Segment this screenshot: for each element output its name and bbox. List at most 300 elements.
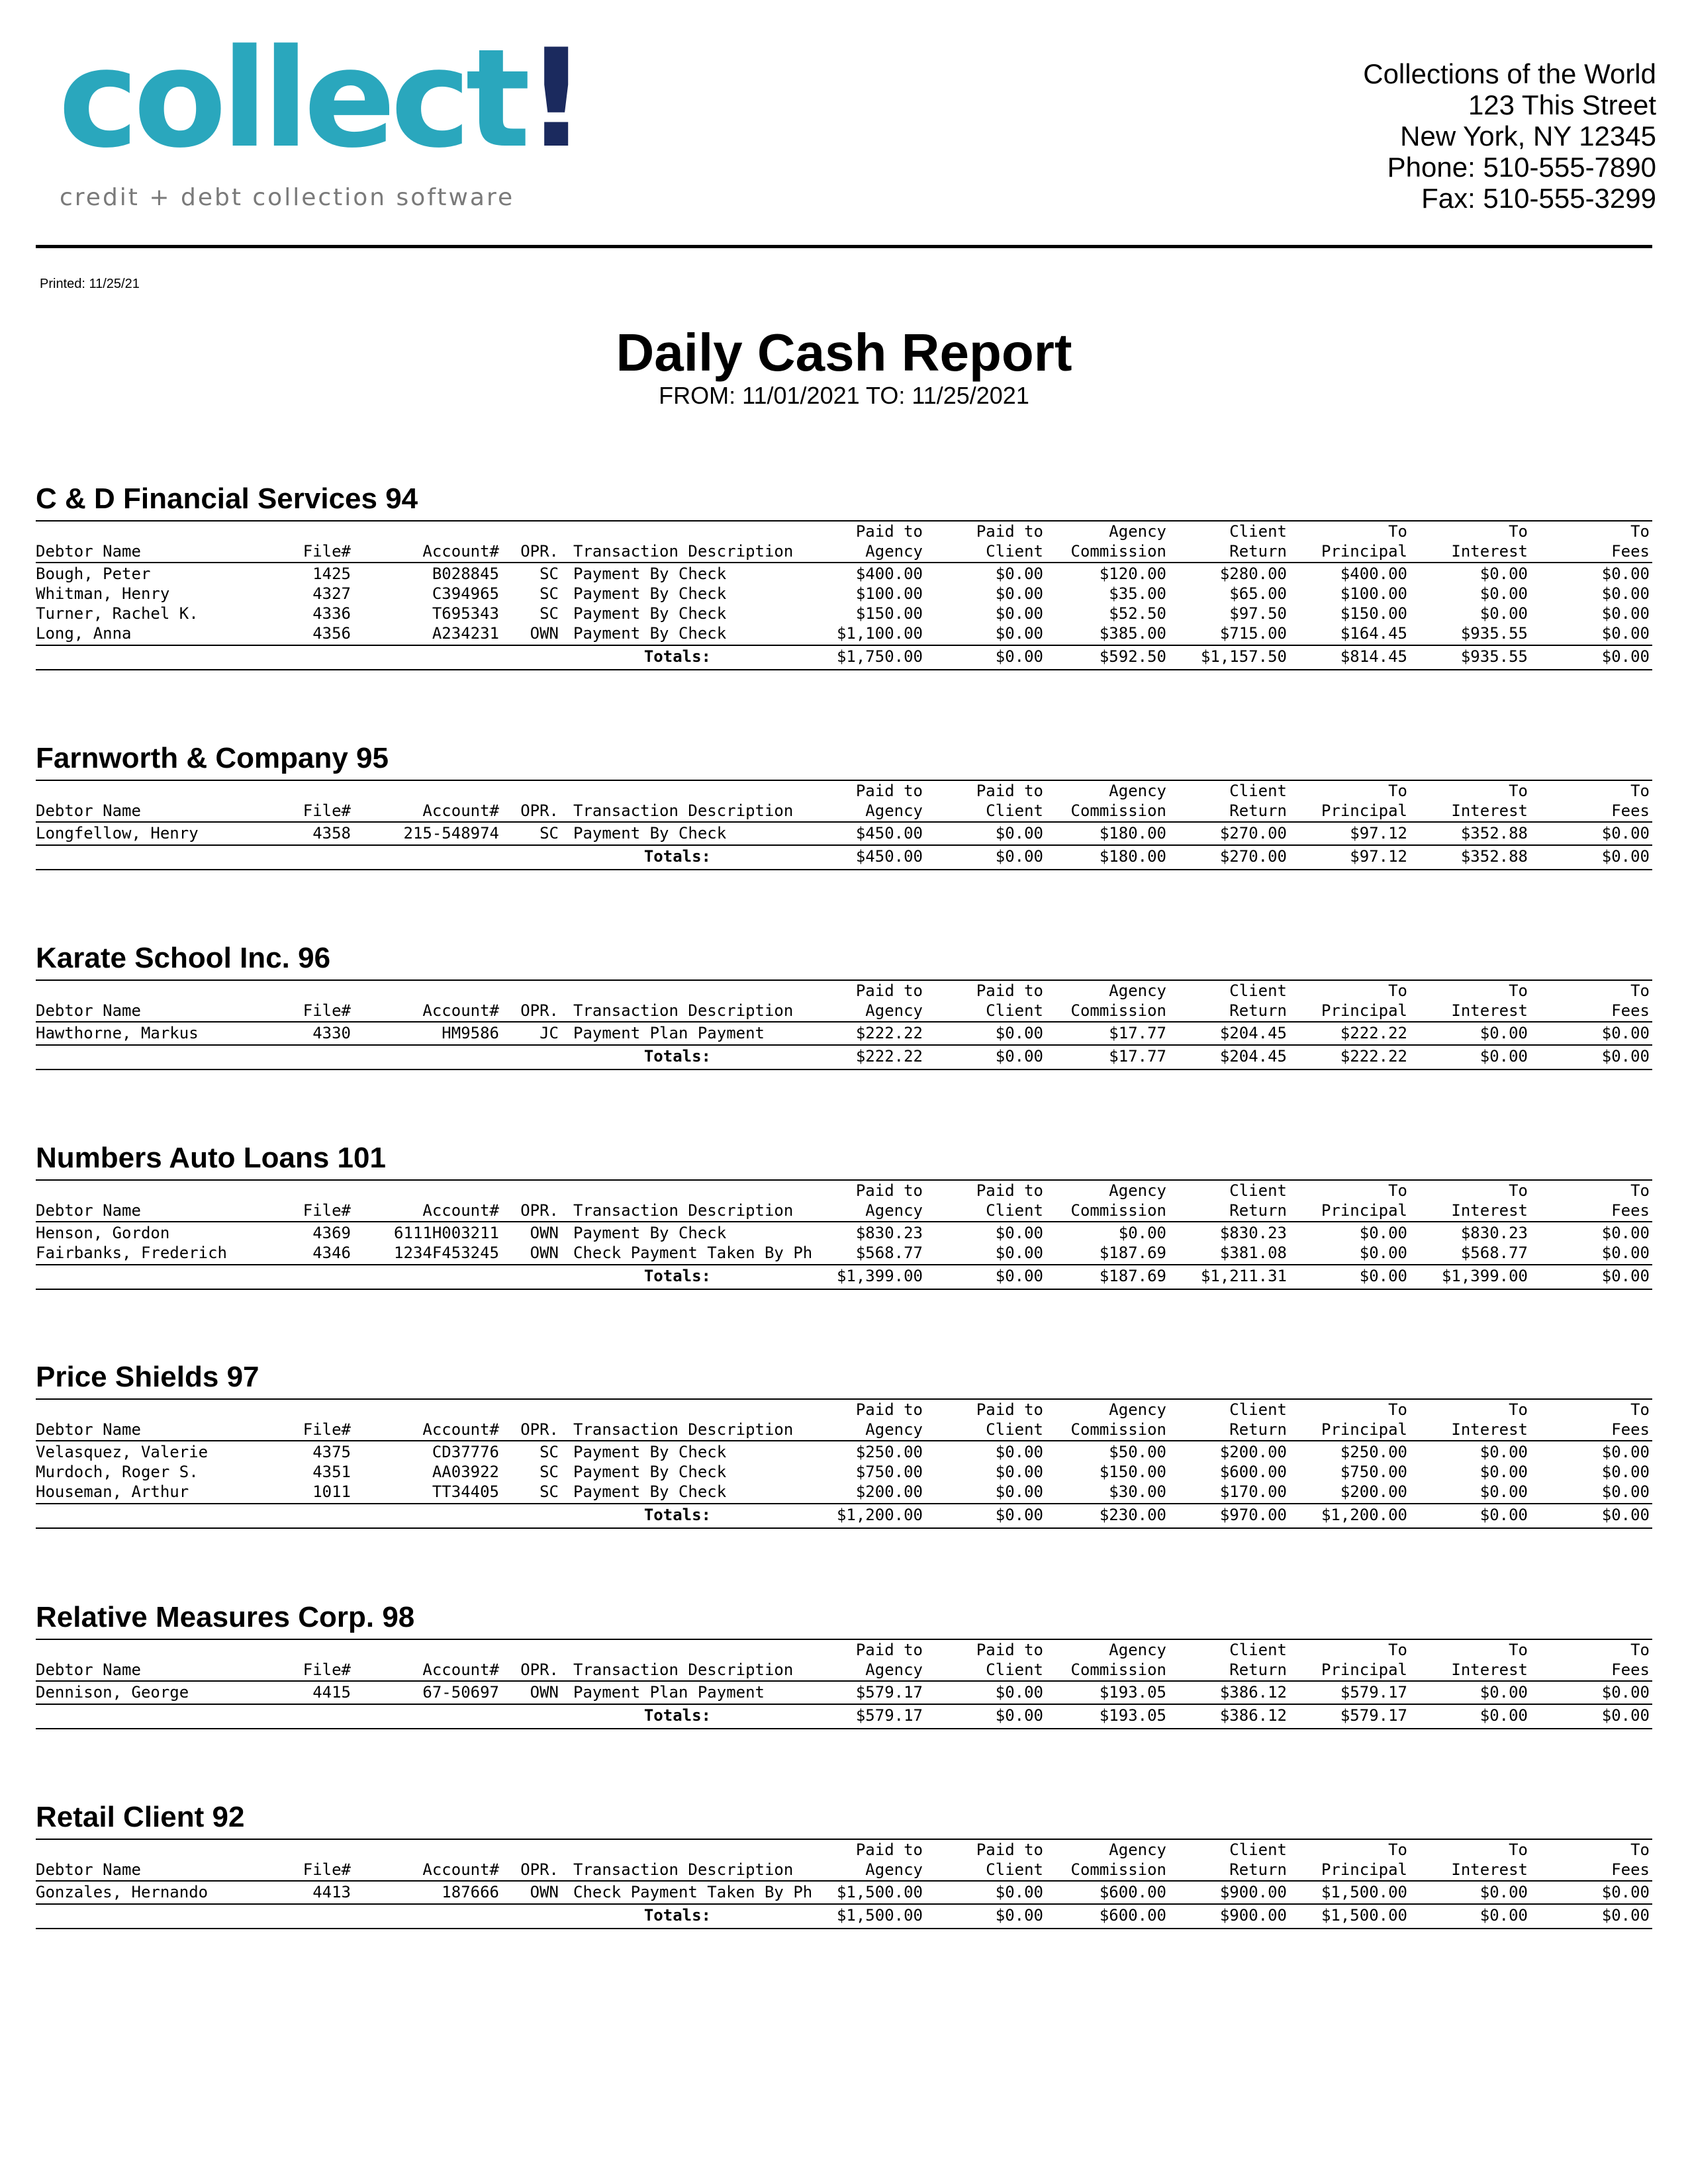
client-name: C & D Financial Services 94: [36, 482, 418, 515]
table-cell: Turner, Rachel K.: [36, 604, 199, 623]
table-cell: 4415: [312, 1683, 351, 1702]
column-header: Client: [986, 1420, 1043, 1439]
totals-cell: $0.00: [1601, 1047, 1650, 1066]
column-header: OPR.: [520, 1420, 559, 1439]
table-cell: A234231: [432, 624, 499, 643]
client-name: Relative Measures Corp. 98: [36, 1601, 415, 1633]
table-cell: $200.00: [855, 1482, 923, 1501]
column-header: To: [1630, 782, 1650, 800]
column-header: To: [1509, 1181, 1528, 1200]
totals-rule: [36, 645, 1652, 646]
table-cell: $0.00: [1479, 1024, 1528, 1042]
table-cell: SC: [539, 565, 559, 583]
totals-rule: [36, 1903, 1652, 1905]
column-header: Paid to: [976, 522, 1043, 541]
totals-cell: $97.12: [1350, 847, 1407, 866]
column-header: Fees: [1611, 1420, 1650, 1439]
totals-cell: $1,200.00: [836, 1506, 923, 1524]
table-cell: $0.00: [1601, 624, 1650, 643]
totals-cell: $222.22: [855, 1047, 923, 1066]
column-header: Paid to: [976, 1641, 1043, 1659]
header-rule: [36, 1440, 1652, 1441]
client-name: Price Shields 97: [36, 1361, 259, 1393]
table-cell: $400.00: [855, 565, 923, 583]
column-header: Client: [986, 801, 1043, 820]
column-header: Fees: [1611, 1860, 1650, 1879]
totals-cell: $935.55: [1460, 647, 1528, 666]
column-header: File#: [303, 1201, 351, 1220]
totals-cell: $592.50: [1099, 647, 1166, 666]
table-cell: 4375: [312, 1443, 351, 1461]
column-header: File#: [303, 801, 351, 820]
totals-cell: $270.00: [1219, 847, 1287, 866]
table-cell: HM9586: [442, 1024, 499, 1042]
client-name: Retail Client 92: [36, 1801, 245, 1833]
section-bottom-rule: [36, 1069, 1652, 1070]
table-cell: $0.00: [995, 1482, 1043, 1501]
header-rule: [36, 821, 1652, 823]
totals-cell: $230.00: [1099, 1506, 1166, 1524]
table-cell: $200.00: [1340, 1482, 1407, 1501]
column-header: To: [1630, 522, 1650, 541]
column-header: To: [1630, 1841, 1650, 1859]
column-header: Principal: [1321, 1001, 1407, 1020]
table-cell: $568.77: [855, 1244, 923, 1262]
column-header: Commission: [1070, 801, 1166, 820]
company-name: Collections of the World: [1363, 58, 1656, 89]
table-cell: $97.50: [1229, 604, 1287, 623]
table-cell: $0.00: [1601, 1024, 1650, 1042]
table-cell: $0.00: [1118, 1224, 1166, 1242]
table-cell: SC: [539, 584, 559, 603]
column-header: Client: [986, 1860, 1043, 1879]
table-cell: OWN: [530, 1683, 559, 1702]
table-cell: $0.00: [1601, 1683, 1650, 1702]
totals-cell: $450.00: [855, 847, 923, 866]
column-header: Interest: [1451, 1661, 1528, 1679]
column-header: Account#: [422, 542, 499, 561]
column-header: Debtor Name: [36, 542, 141, 561]
table-cell: OWN: [530, 1883, 559, 1901]
totals-label: Totals:: [643, 1706, 711, 1725]
column-header: To: [1509, 1841, 1528, 1859]
column-header: Paid to: [855, 782, 923, 800]
column-header: To: [1630, 1400, 1650, 1419]
totals-cell: $900.00: [1219, 1906, 1287, 1925]
totals-cell: $386.12: [1219, 1706, 1287, 1725]
table-cell: $50.00: [1109, 1443, 1166, 1461]
table-cell: $0.00: [995, 824, 1043, 842]
table-cell: OWN: [530, 1244, 559, 1262]
table-cell: $204.45: [1219, 1024, 1287, 1042]
column-header: Paid to: [855, 1181, 923, 1200]
column-header: Commission: [1070, 542, 1166, 561]
column-header: Client: [1229, 981, 1287, 1000]
column-header: Paid to: [976, 1841, 1043, 1859]
table-cell: $750.00: [855, 1463, 923, 1481]
column-header: Paid to: [855, 1400, 923, 1419]
totals-cell: $814.45: [1340, 647, 1407, 666]
totals-cell: $1,211.31: [1200, 1267, 1287, 1285]
column-header: Return: [1229, 801, 1287, 820]
table-cell: Fairbanks, Frederich: [36, 1244, 227, 1262]
column-header: Client: [1229, 1181, 1287, 1200]
totals-cell: $0.00: [995, 1906, 1043, 1925]
totals-cell: $1,500.00: [836, 1906, 923, 1925]
table-cell: $120.00: [1099, 565, 1166, 583]
column-header: Transaction Description: [573, 1661, 794, 1679]
column-header: To: [1630, 1641, 1650, 1659]
printed-date: Printed: 11/25/21: [40, 277, 140, 291]
column-header: Agency: [1109, 1641, 1166, 1659]
column-header: Agency: [1109, 981, 1166, 1000]
totals-rule: [36, 1264, 1652, 1265]
column-header: Commission: [1070, 1001, 1166, 1020]
section-bottom-rule: [36, 1527, 1652, 1529]
table-cell: $0.00: [1601, 1224, 1650, 1242]
table-cell: $0.00: [1601, 824, 1650, 842]
table-cell: $385.00: [1099, 624, 1166, 643]
table-cell: SC: [539, 824, 559, 842]
company-fax: Fax: 510-555-3299: [1421, 183, 1656, 214]
table-cell: 4369: [312, 1224, 351, 1242]
table-cell: Gonzales, Hernando: [36, 1883, 209, 1901]
table-cell: OWN: [530, 624, 559, 643]
table-cell: Long, Anna: [36, 624, 132, 643]
column-header: Agency: [865, 542, 923, 561]
column-header: Agency: [865, 1860, 923, 1879]
table-cell: Velasquez, Valerie: [36, 1443, 209, 1461]
table-cell: $0.00: [995, 1443, 1043, 1461]
column-header: Paid to: [855, 981, 923, 1000]
column-header: File#: [303, 1661, 351, 1679]
totals-cell: $0.00: [1479, 1706, 1528, 1725]
totals-cell: $0.00: [995, 1706, 1043, 1725]
table-cell: 4351: [312, 1463, 351, 1481]
column-header: Debtor Name: [36, 1420, 141, 1439]
column-header: Return: [1229, 1860, 1287, 1879]
table-cell: Payment Plan Payment: [573, 1683, 765, 1702]
column-header: Account#: [422, 1201, 499, 1220]
table-cell: Hawthorne, Markus: [36, 1024, 199, 1042]
table-cell: Henson, Gordon: [36, 1224, 170, 1242]
table-cell: SC: [539, 1482, 559, 1501]
table-cell: $381.08: [1219, 1244, 1287, 1262]
column-header: Principal: [1321, 1420, 1407, 1439]
column-header: Agency: [865, 1201, 923, 1220]
column-header: Agency: [865, 1661, 923, 1679]
column-header: Fees: [1611, 542, 1650, 561]
totals-cell: $180.00: [1099, 847, 1166, 866]
report-date-range: FROM: 11/01/2021 TO: 11/25/2021: [659, 382, 1029, 409]
client-name: Farnworth & Company 95: [36, 742, 389, 774]
column-header: Interest: [1451, 542, 1528, 561]
table-cell: Payment By Check: [573, 1463, 727, 1481]
logo-tagline: credit + debt collection software: [60, 184, 515, 211]
table-cell: 4327: [312, 584, 351, 603]
logo-wordmark: collect!: [58, 21, 582, 178]
column-header: Transaction Description: [573, 1420, 794, 1439]
table-cell: $568.77: [1460, 1244, 1528, 1262]
column-header: OPR.: [520, 801, 559, 820]
totals-label: Totals:: [643, 1047, 711, 1066]
totals-cell: $0.00: [995, 1047, 1043, 1066]
table-cell: Payment By Check: [573, 824, 727, 842]
column-header: Interest: [1451, 801, 1528, 820]
table-cell: $280.00: [1219, 565, 1287, 583]
column-header: Agency: [865, 801, 923, 820]
table-cell: $0.00: [1479, 1683, 1528, 1702]
totals-cell: $0.00: [1359, 1267, 1407, 1285]
table-cell: $222.22: [1340, 1024, 1407, 1042]
table-cell: 1234F453245: [394, 1244, 499, 1262]
table-cell: Check Payment Taken By Ph: [573, 1883, 813, 1901]
column-header: Debtor Name: [36, 1860, 141, 1879]
column-header: Debtor Name: [36, 1661, 141, 1679]
totals-cell: $0.00: [1601, 1906, 1650, 1925]
table-cell: Payment By Check: [573, 565, 727, 583]
column-header: Paid to: [855, 1841, 923, 1859]
table-cell: $1,500.00: [1321, 1883, 1407, 1901]
column-header: Client: [1229, 1841, 1287, 1859]
table-cell: 4413: [312, 1883, 351, 1901]
column-header: To: [1388, 1641, 1407, 1659]
table-cell: $830.23: [1460, 1224, 1528, 1242]
table-cell: $180.00: [1099, 824, 1166, 842]
table-cell: $0.00: [1601, 565, 1650, 583]
table-cell: $1,100.00: [836, 624, 923, 643]
totals-label: Totals:: [643, 647, 711, 666]
table-cell: $52.50: [1109, 604, 1166, 623]
column-header: Paid to: [855, 522, 923, 541]
table-cell: $250.00: [855, 1443, 923, 1461]
totals-rule: [36, 1503, 1652, 1504]
table-cell: $1,500.00: [836, 1883, 923, 1901]
table-cell: $600.00: [1099, 1883, 1166, 1901]
column-header: Interest: [1451, 1420, 1528, 1439]
column-header: To: [1509, 782, 1528, 800]
column-header: Agency: [1109, 1181, 1166, 1200]
table-cell: $0.00: [1359, 1224, 1407, 1242]
table-cell: 215-548974: [403, 824, 499, 842]
column-header: Return: [1229, 1201, 1287, 1220]
table-cell: $386.12: [1219, 1683, 1287, 1702]
table-cell: $750.00: [1340, 1463, 1407, 1481]
table-cell: $0.00: [1479, 1883, 1528, 1901]
section-bottom-rule: [36, 669, 1652, 670]
column-header: Client: [1229, 522, 1287, 541]
table-cell: $170.00: [1219, 1482, 1287, 1501]
column-header: Agency: [865, 1001, 923, 1020]
column-header: Interest: [1451, 1001, 1528, 1020]
totals-cell: $187.69: [1099, 1267, 1166, 1285]
column-header: OPR.: [520, 1201, 559, 1220]
column-header: Client: [1229, 782, 1287, 800]
totals-cell: $1,399.00: [836, 1267, 923, 1285]
table-cell: $0.00: [1601, 584, 1650, 603]
column-header: Client: [986, 1661, 1043, 1679]
table-cell: $187.69: [1099, 1244, 1166, 1262]
column-header: Debtor Name: [36, 1201, 141, 1220]
table-cell: $0.00: [995, 565, 1043, 583]
column-header: Commission: [1070, 1201, 1166, 1220]
totals-cell: $0.00: [995, 1267, 1043, 1285]
table-cell: $935.55: [1460, 624, 1528, 643]
table-cell: SC: [539, 604, 559, 623]
column-header: To: [1388, 1181, 1407, 1200]
table-cell: $150.00: [855, 604, 923, 623]
column-header: Principal: [1321, 1201, 1407, 1220]
table-cell: $579.17: [1340, 1683, 1407, 1702]
column-header: Transaction Description: [573, 1860, 794, 1879]
table-cell: $0.00: [1601, 1443, 1650, 1461]
table-cell: $193.05: [1099, 1683, 1166, 1702]
table-cell: $400.00: [1340, 565, 1407, 583]
column-header: Client: [986, 1201, 1043, 1220]
table-cell: Whitman, Henry: [36, 584, 170, 603]
table-cell: $0.00: [1601, 1244, 1650, 1262]
column-header: Commission: [1070, 1420, 1166, 1439]
table-cell: $579.17: [855, 1683, 923, 1702]
column-header: File#: [303, 1860, 351, 1879]
table-cell: 67-50697: [422, 1683, 499, 1702]
table-cell: $0.00: [995, 584, 1043, 603]
totals-label: Totals:: [643, 1506, 711, 1524]
totals-cell: $1,200.00: [1321, 1506, 1407, 1524]
table-cell: T695343: [432, 604, 499, 623]
column-header: To: [1388, 782, 1407, 800]
table-cell: $0.00: [995, 1024, 1043, 1042]
column-header: Return: [1229, 1001, 1287, 1020]
column-header: File#: [303, 1001, 351, 1020]
column-header: Transaction Description: [573, 1001, 794, 1020]
table-cell: Payment By Check: [573, 584, 727, 603]
column-header: To: [1509, 522, 1528, 541]
column-header: Return: [1229, 542, 1287, 561]
table-cell: $715.00: [1219, 624, 1287, 643]
column-header: To: [1388, 981, 1407, 1000]
header-rule: [36, 1680, 1652, 1682]
report-title: Daily Cash Report: [616, 323, 1072, 382]
column-header: Principal: [1321, 1860, 1407, 1879]
column-header: Account#: [422, 1001, 499, 1020]
table-cell: $0.00: [995, 604, 1043, 623]
totals-cell: $0.00: [995, 647, 1043, 666]
table-cell: Payment By Check: [573, 624, 727, 643]
column-header: Client: [1229, 1400, 1287, 1419]
column-header: Return: [1229, 1661, 1287, 1679]
column-header: Agency: [1109, 782, 1166, 800]
header-rule: [36, 1880, 1652, 1882]
totals-cell: $0.00: [1601, 1267, 1650, 1285]
table-cell: $600.00: [1219, 1463, 1287, 1481]
column-header: To: [1509, 981, 1528, 1000]
column-header: Fees: [1611, 1201, 1650, 1220]
table-cell: $17.77: [1109, 1024, 1166, 1042]
table-cell: $164.45: [1340, 624, 1407, 643]
totals-cell: $193.05: [1099, 1706, 1166, 1725]
company-address: [1363, 58, 1656, 214]
table-cell: $0.00: [995, 1883, 1043, 1901]
table-cell: 4346: [312, 1244, 351, 1262]
column-header: Client: [986, 542, 1043, 561]
client-name: Karate School Inc. 96: [36, 942, 331, 974]
table-cell: $0.00: [1359, 1244, 1407, 1262]
totals-label: Totals:: [643, 847, 711, 866]
column-header: Principal: [1321, 801, 1407, 820]
table-cell: 4330: [312, 1024, 351, 1042]
section-bottom-rule: [36, 1928, 1652, 1929]
column-header: OPR.: [520, 1860, 559, 1879]
column-header: Agency: [1109, 522, 1166, 541]
table-cell: $830.23: [1219, 1224, 1287, 1242]
table-cell: $0.00: [995, 1224, 1043, 1242]
column-header: Commission: [1070, 1860, 1166, 1879]
column-header: Client: [1229, 1641, 1287, 1659]
column-header: Paid to: [976, 1181, 1043, 1200]
table-cell: $0.00: [1601, 1463, 1650, 1481]
table-cell: 6111H003211: [394, 1224, 499, 1242]
table-cell: $0.00: [1479, 1463, 1528, 1481]
table-cell: $0.00: [995, 1463, 1043, 1481]
column-header: Account#: [422, 801, 499, 820]
column-header: Paid to: [976, 782, 1043, 800]
column-header: Transaction Description: [573, 1201, 794, 1220]
table-cell: $35.00: [1109, 584, 1166, 603]
header-rule: [36, 562, 1652, 563]
totals-rule: [36, 844, 1652, 846]
totals-cell: $0.00: [1479, 1906, 1528, 1925]
table-cell: Longfellow, Henry: [36, 824, 199, 842]
table-cell: Payment By Check: [573, 1224, 727, 1242]
table-cell: Murdoch, Roger S.: [36, 1463, 199, 1481]
table-cell: $100.00: [855, 584, 923, 603]
column-header: To: [1630, 981, 1650, 1000]
column-header: Account#: [422, 1860, 499, 1879]
table-cell: $30.00: [1109, 1482, 1166, 1501]
table-cell: Payment Plan Payment: [573, 1024, 765, 1042]
column-header: To: [1388, 1400, 1407, 1419]
totals-cell: $1,399.00: [1441, 1267, 1528, 1285]
totals-cell: $222.22: [1340, 1047, 1407, 1066]
totals-cell: $1,750.00: [836, 647, 923, 666]
totals-cell: $204.45: [1219, 1047, 1287, 1066]
table-cell: TT34405: [432, 1482, 499, 1501]
table-cell: SC: [539, 1463, 559, 1481]
table-cell: Houseman, Arthur: [36, 1482, 189, 1501]
client-name: Numbers Auto Loans 101: [36, 1142, 386, 1174]
totals-cell: $0.00: [1601, 847, 1650, 866]
totals-cell: $970.00: [1219, 1506, 1287, 1524]
table-cell: CD37776: [432, 1443, 499, 1461]
table-cell: $0.00: [1479, 565, 1528, 583]
table-cell: $0.00: [995, 1683, 1043, 1702]
table-cell: $0.00: [995, 1244, 1043, 1262]
column-header: File#: [303, 1420, 351, 1439]
totals-cell: $0.00: [1479, 1506, 1528, 1524]
table-cell: Payment By Check: [573, 604, 727, 623]
table-cell: AA03922: [432, 1463, 499, 1481]
table-cell: 1011: [312, 1482, 351, 1501]
column-header: Debtor Name: [36, 1001, 141, 1020]
column-header: Account#: [422, 1420, 499, 1439]
totals-cell: $0.00: [995, 1506, 1043, 1524]
table-cell: $270.00: [1219, 824, 1287, 842]
table-cell: C394965: [432, 584, 499, 603]
table-cell: $0.00: [1479, 604, 1528, 623]
totals-cell: $0.00: [1601, 1506, 1650, 1524]
table-cell: Payment By Check: [573, 1443, 727, 1461]
